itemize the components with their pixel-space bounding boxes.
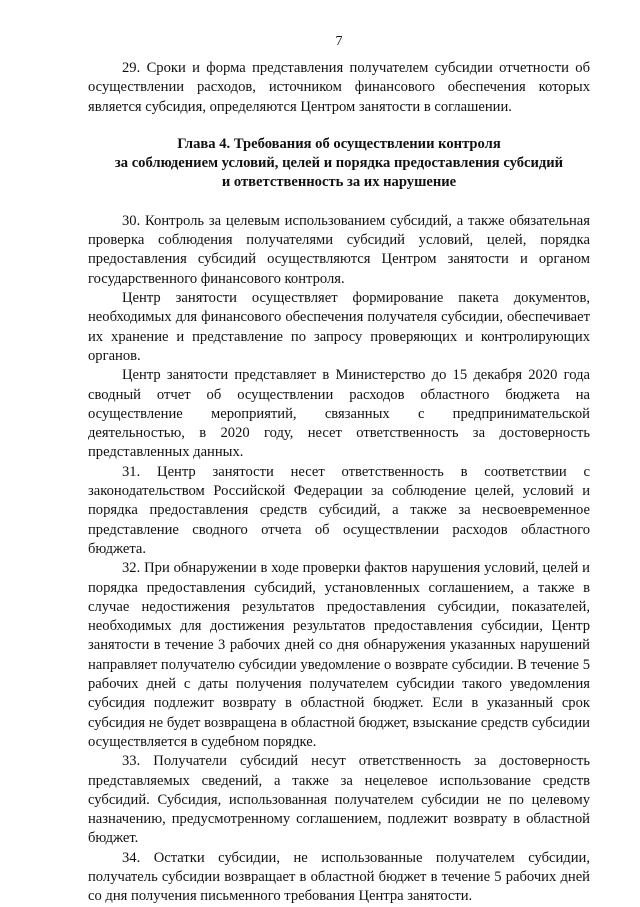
document-page xyxy=(88,34,590,907)
paragraph-30-center-documents: Центр занятости осуществляет формирование пакета документов, необходимых для финансового обеспечения получателя субсидии, обеспечивает их хранение и представление по запросу проверяющих и контролирующих органов. xyxy=(88,290,590,364)
paragraph-29: 29. Сроки и форма представления получателем субсидии отчетности об осуществлении расходов, источником финансового обеспечения которых является субсидия, определяются Центром занятости в соглашении. xyxy=(88,60,590,115)
paragraph-30: 30. Контроль за целевым использованием субсидий, а также обязательная проверка соблюдения получателями субсидий условий, целей, порядка предоставления субсидий осуществляются Центром занятости и органом государственного финансового контроля. xyxy=(88,212,590,287)
chapter-heading xyxy=(88,135,590,192)
chapter-title-line-2: за соблюдением условий, целей и порядка предоставления субсидий xyxy=(114,154,564,171)
chapter-title-line-3: и ответственность за их нарушение xyxy=(221,173,457,190)
paragraph-31: 31. Центр занятости несет ответственность в соответствии с законодательством Российской Федерации за соблюдение целей, условий и порядка предоставления средств субсидий, а также за несвоевременное представление сводного отчета об осуществлении расходов областного бюджета. xyxy=(88,463,590,557)
paragraph-30-center-report: Центр занятости представляет в Министерство до 15 декабря 2020 года сводный отчет об осуществлении расходов областного бюджета на осуществление мероприятий, связанных с предпринимательской деятельностью, в 2020 году, несет ответственность за достоверность представленных данных. xyxy=(88,367,590,461)
paragraph-34: 34. Остатки субсидии, не использованные получателем субсидии, получатель субсидии возвращает в областной бюджет в течение 5 рабочих дней со дня получения письменного требования Центра занятости. xyxy=(88,849,590,905)
chapter-title-line-1: Глава 4. Требования об осуществлении контроля xyxy=(177,135,501,152)
page-number: 7 xyxy=(335,34,343,49)
paragraph-32: 32. При обнаружении в ходе проверки фактов нарушения условий, целей и порядка предоставления субсидий, установленных соглашением, а также в случае недостижения результатов предоставления субсидии, показателей, необходимых для достижения результатов предоставления субсидии, Центр занятости в течение 3 рабочих дней со дня обнаружения указанных нарушений направляет получателю субсидии уведомление о возврате субсидии. В течение 5 рабочих дней с даты получения получателем субсидии такого уведомления субсидия подлежит возврату в областной бюджет. Если в указанный срок субсидия не будет возвращена в областной бюджет, взыскание средств субсидии осуществляется в судебном порядке. xyxy=(88,560,590,750)
paragraph-33: 33. Получатели субсидий несут ответственность за достоверность представляемых сведений, а также за нецелевое использование средств субсидий. Субсидия, использованная получателем субсидии не по целевому назначению, предусмотренному соглашением, подлежит возврату в областной бюджет. xyxy=(88,753,590,847)
